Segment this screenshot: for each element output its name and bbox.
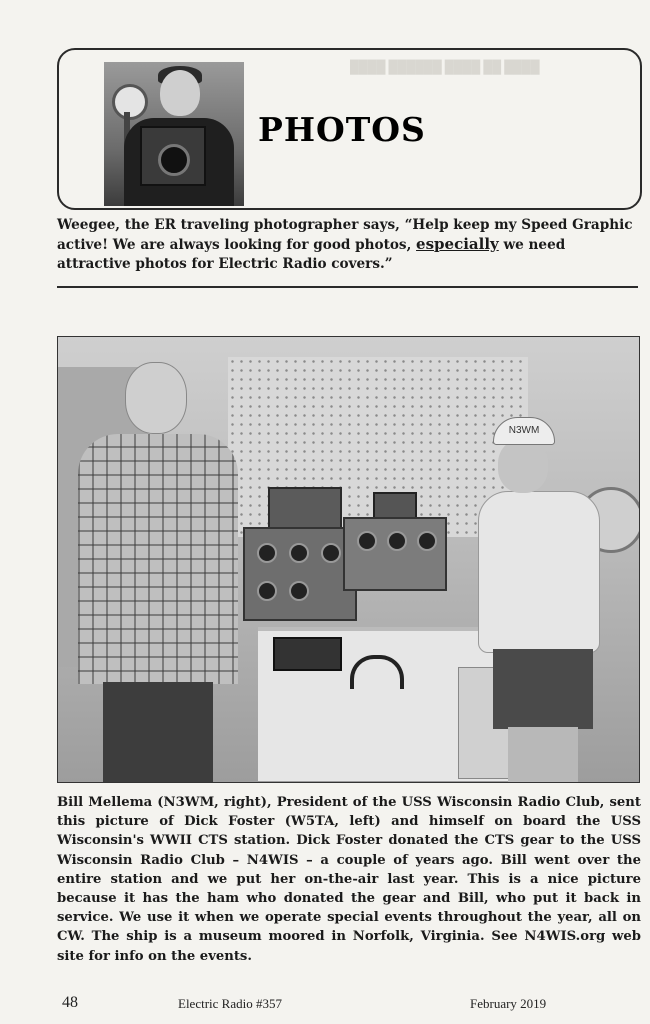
radio-station-photo xyxy=(57,336,640,783)
magazine-issue: Electric Radio #357 xyxy=(178,996,282,1011)
weegee-photographer-image xyxy=(104,62,244,206)
cts-transmitter xyxy=(243,527,357,621)
intro-text-start: Weegee, the ER traveling photographer says, “Help keep my Speed Graphic active! We are always looking for good photos, xyxy=(57,217,633,253)
intro-paragraph xyxy=(57,216,642,274)
page-title: PHOTOS xyxy=(258,110,426,149)
issue-date: February 2019 xyxy=(470,996,547,1011)
intro-text-end: we need attractive photos for Electric Radio covers.” xyxy=(57,237,566,272)
cts-receiver xyxy=(343,517,447,591)
photo-caption: Bill Mellema (N3WM, right), President of the USS Wisconsin Radio Club, sent this picture of Dick Foster (W5TA, left) and himself on board the USS Wisconsin's WWII CTS station. Dick Foster donated the CTS gear to the USS Wisconsin Radio Club – N4WIS – a couple of years ago. Bill went over the entire station and we put her on-the-air last year. This is a nice picture because it has the ham who donated the gear and Bill, who put it back in service. We use it when we operate special events throughout the year, all on CW. The ship is a museum moored in Norfolk, Virginia. See N4WIS.org web site for info on the events. xyxy=(57,795,641,964)
headphones-icon xyxy=(350,655,404,689)
bill-mellema-figure xyxy=(438,417,638,783)
modern-transceiver xyxy=(273,637,342,671)
flash-bulb-icon xyxy=(112,84,148,120)
n3wm-cap xyxy=(493,417,555,445)
dick-foster-figure xyxy=(63,362,253,782)
intro-emphasis: especially xyxy=(416,235,499,253)
page-number: 48 xyxy=(62,994,78,1011)
receiver-unit xyxy=(268,487,342,531)
bleed-through-texture: ████ ██████ ████ ██ ████ xyxy=(350,60,540,74)
section-divider xyxy=(57,286,638,288)
cap-label: N3WM xyxy=(508,425,540,436)
